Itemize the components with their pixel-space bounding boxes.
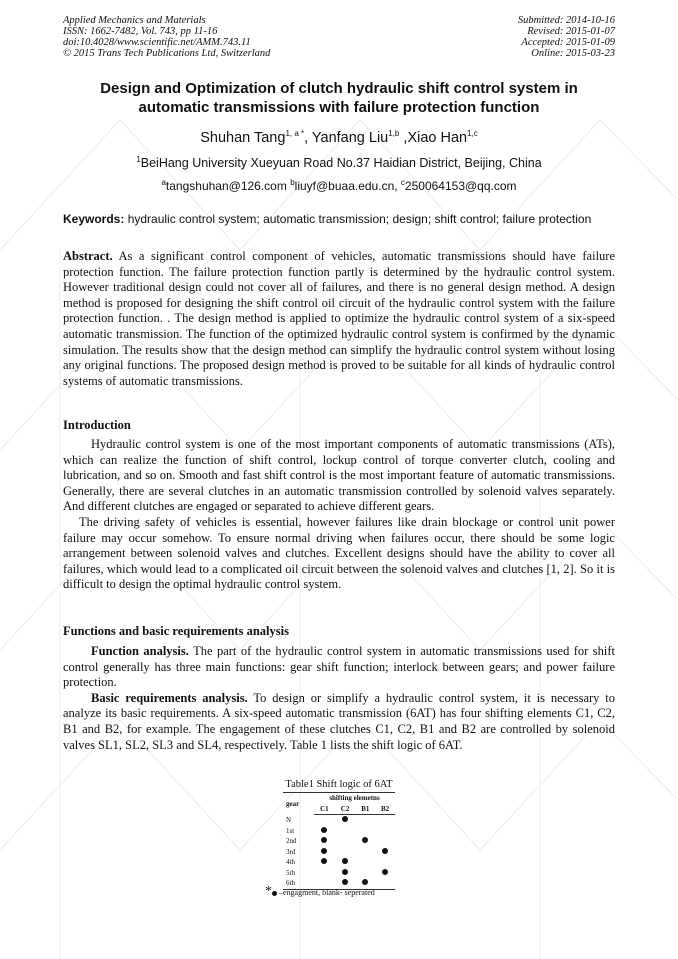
engaged-dot-icon [272, 891, 277, 896]
table-cell [375, 826, 395, 837]
row-header: gear [283, 793, 314, 815]
table-row [283, 847, 395, 858]
author-sup: 1, a * [285, 129, 305, 139]
paper-title: Design and Optimization of clutch hydraulic shift control system in automatic transmissions with failure protection function [100, 80, 578, 116]
author-sup: 1,c [467, 129, 478, 139]
table-cell [314, 826, 335, 837]
table-cell [375, 836, 395, 847]
table-row [283, 836, 395, 847]
keywords [63, 212, 615, 226]
section-heading-introduction: Introduction [63, 418, 131, 432]
table-cell [375, 868, 395, 879]
table-row [283, 826, 395, 837]
table-cell [335, 847, 356, 858]
abstract-text: As a significant control component of vehicles, automatic transmissions should have failure protection function. The failure protection function partly is determined by the hydraulic control system. However traditional design could not cover all of failures, and there is no general design method. A design method is proposed for designing the shift control oil circuit of the hydraulic control system with the failure protection function. . The design method is applied to optimize the hydraulic control system of a six-speed automatic transmission. The function of the optimized hydraulic control system is confirmed by the dynamic simulation. The results show that the design method can simplify the hydraulic control system without losing any original functions. The proposed design method is proved to be suitable for all kinds of hydraulic control systems of automatic transmissions. [63, 249, 616, 388]
abstract [63, 249, 615, 389]
author-name: Shuhan Tang [200, 130, 286, 146]
affiliation-sup: 1 [136, 154, 141, 164]
table-cell [335, 868, 356, 879]
table-cell [314, 815, 335, 826]
table-row [283, 868, 395, 879]
table-cell [355, 868, 375, 879]
online-date: Online: 2015-03-23 [531, 48, 615, 59]
engaged-dot-icon [321, 858, 327, 864]
table-row [283, 815, 395, 826]
table-cell [375, 857, 395, 868]
email[interactable]: 250064153@qq.com [404, 179, 517, 193]
engaged-dot-icon [321, 827, 327, 833]
email-sup: b [290, 178, 295, 187]
table-cell [375, 847, 395, 858]
column-header: C1 [314, 804, 335, 815]
table-cell [314, 868, 335, 879]
submission-dates [518, 15, 615, 59]
gear-label: 2nd [286, 837, 297, 846]
column-header: C2 [335, 804, 356, 815]
keywords-text: hydraulic control system; automatic transmission; design; shift control; failure protection [127, 212, 592, 226]
function-analysis-text: The part of the hydraulic control system in automatic transmissions used for shift control generally has three main functions: gear shift function; interlock between gears; and power failure protection. [63, 644, 615, 690]
section-heading-functions: Functions and basic requirements analysis [63, 624, 289, 638]
abstract-label: Abstract. [63, 249, 113, 263]
gear-label: 4th [286, 858, 295, 867]
journal-name: Applied Mechanics and Materials [63, 15, 206, 26]
shift-logic-table [283, 779, 395, 890]
engaged-dot-icon [321, 837, 327, 843]
introduction-body [63, 437, 615, 593]
column-header: B2 [375, 804, 395, 815]
engaged-dot-icon [362, 837, 368, 843]
doi: doi:10.4028/www.scientific.net/AMM.743.11 [63, 37, 251, 48]
table [283, 792, 395, 890]
table-caption: Table1 Shift logic of 6AT [285, 779, 393, 790]
engaged-dot-icon [382, 848, 388, 854]
gear-label: N [286, 816, 292, 824]
table-cell [375, 878, 395, 889]
email-sup: a [161, 178, 166, 187]
gear-label: 5th [286, 868, 295, 877]
revised-date: Revised: 2015-01-07 [527, 26, 615, 37]
table-cell [355, 847, 375, 858]
table-cell [355, 815, 375, 826]
affiliation-text: BeiHang University Xueyuan Road No.37 Haidian District, Beijing, China [140, 156, 542, 170]
table-cell [335, 815, 356, 826]
email[interactable]: liuyf@buaa.edu.cn [294, 179, 395, 193]
table-cell [314, 847, 335, 858]
group-header: shifting elemetns [314, 793, 395, 804]
email[interactable]: tangshuhan@126.com [165, 179, 287, 193]
table-cell [314, 857, 335, 868]
gear-label: 3rd [286, 847, 296, 856]
gear-label: 6th [283, 878, 314, 889]
author-name: Xiao Han [407, 130, 468, 146]
email-sup: c [400, 178, 405, 187]
journal-info [63, 15, 270, 59]
table-row [283, 857, 395, 868]
table-cell [375, 815, 395, 826]
affiliation [63, 156, 615, 170]
engaged-dot-icon [382, 869, 388, 875]
requirements-analysis-text: To design or simplify a hydraulic control system, it is necessary to analyze its basic requirements. A six-speed automatic transmission (6AT) has four shifting elements C1, C2, B1 and B2, for example. The engagement of these clutches C1, C2, B1 and B2 are controlled by solenoid valves SL1, SL2, SL3 and SL4, respectively. Table 1 lists the shift logic of 6AT. [63, 690, 615, 752]
author-name: Yanfang Liu [311, 130, 389, 146]
table-cell [314, 836, 335, 847]
submitted-date: Submitted: 2014-10-16 [517, 15, 615, 26]
paragraph: Hydraulic control system is one of the most important components of automatic transmissions (ATs), which can realize the function of shift control, lockup control of torque converter clutch, cooling and lubrication, and so on. Smooth and fast shift control is the most important feature of automatic transmissions. Generally, there are several clutches in an automatic transmission controlled by solenoid valves separately. And different clutches are engaged or separated to achieve different gears. [63, 437, 615, 514]
accepted-date: Accepted: 2015-01-09 [521, 37, 615, 48]
functions-body [63, 644, 615, 753]
note-star: * [265, 884, 272, 899]
gear-label: 1st [286, 826, 295, 835]
issn: ISSN: 1662-7482, Vol. 743, pp 11-16 [63, 26, 218, 37]
table-cell [355, 857, 375, 868]
author-list: Shuhan Tang$^{1, a *}$, Yanfang Liu$^{1,b}$ ,Xiao Han$^{1,c}$ [200, 129, 478, 146]
table-cell [335, 836, 356, 847]
table-cell [335, 826, 356, 837]
engaged-dot-icon [342, 816, 348, 822]
engaged-dot-icon [321, 848, 327, 854]
keywords-label: Keywords: [63, 212, 125, 226]
author-sup: 1,b [388, 129, 400, 139]
engaged-dot-icon [342, 869, 348, 875]
note-text: –engagment, blank- seperated [279, 888, 375, 897]
copyright: © 2015 Trans Tech Publications Ltd, Switzerland [63, 48, 271, 59]
table-cell [355, 836, 375, 847]
author-emails: $^a$tangshuhan@126.com $^b$liuyf@buaa.edu.cn, $^c$250064153@qq.com [161, 178, 517, 193]
engaged-dot-icon [342, 858, 348, 864]
column-header: B1 [355, 804, 375, 815]
table-note [265, 884, 375, 900]
requirements-analysis-label: Basic requirements analysis. [91, 690, 248, 705]
table-cell [355, 826, 375, 837]
paragraph: The driving safety of vehicles is essential, however failures like drain blockage or control unit power failure may occur somehow. To ensure normal driving when failures occur, there should be some logic arrangement between solenoid valves and clutches. Excellent designs should have the ability to cover all failures, which would lead to a complicated oil circuit between the solenoid valves and clutches [1, 2]. So it is difficult to design the optimal hydraulic control system. [63, 514, 615, 592]
function-analysis-label: Function analysis. [91, 644, 189, 658]
table-cell [335, 857, 356, 868]
